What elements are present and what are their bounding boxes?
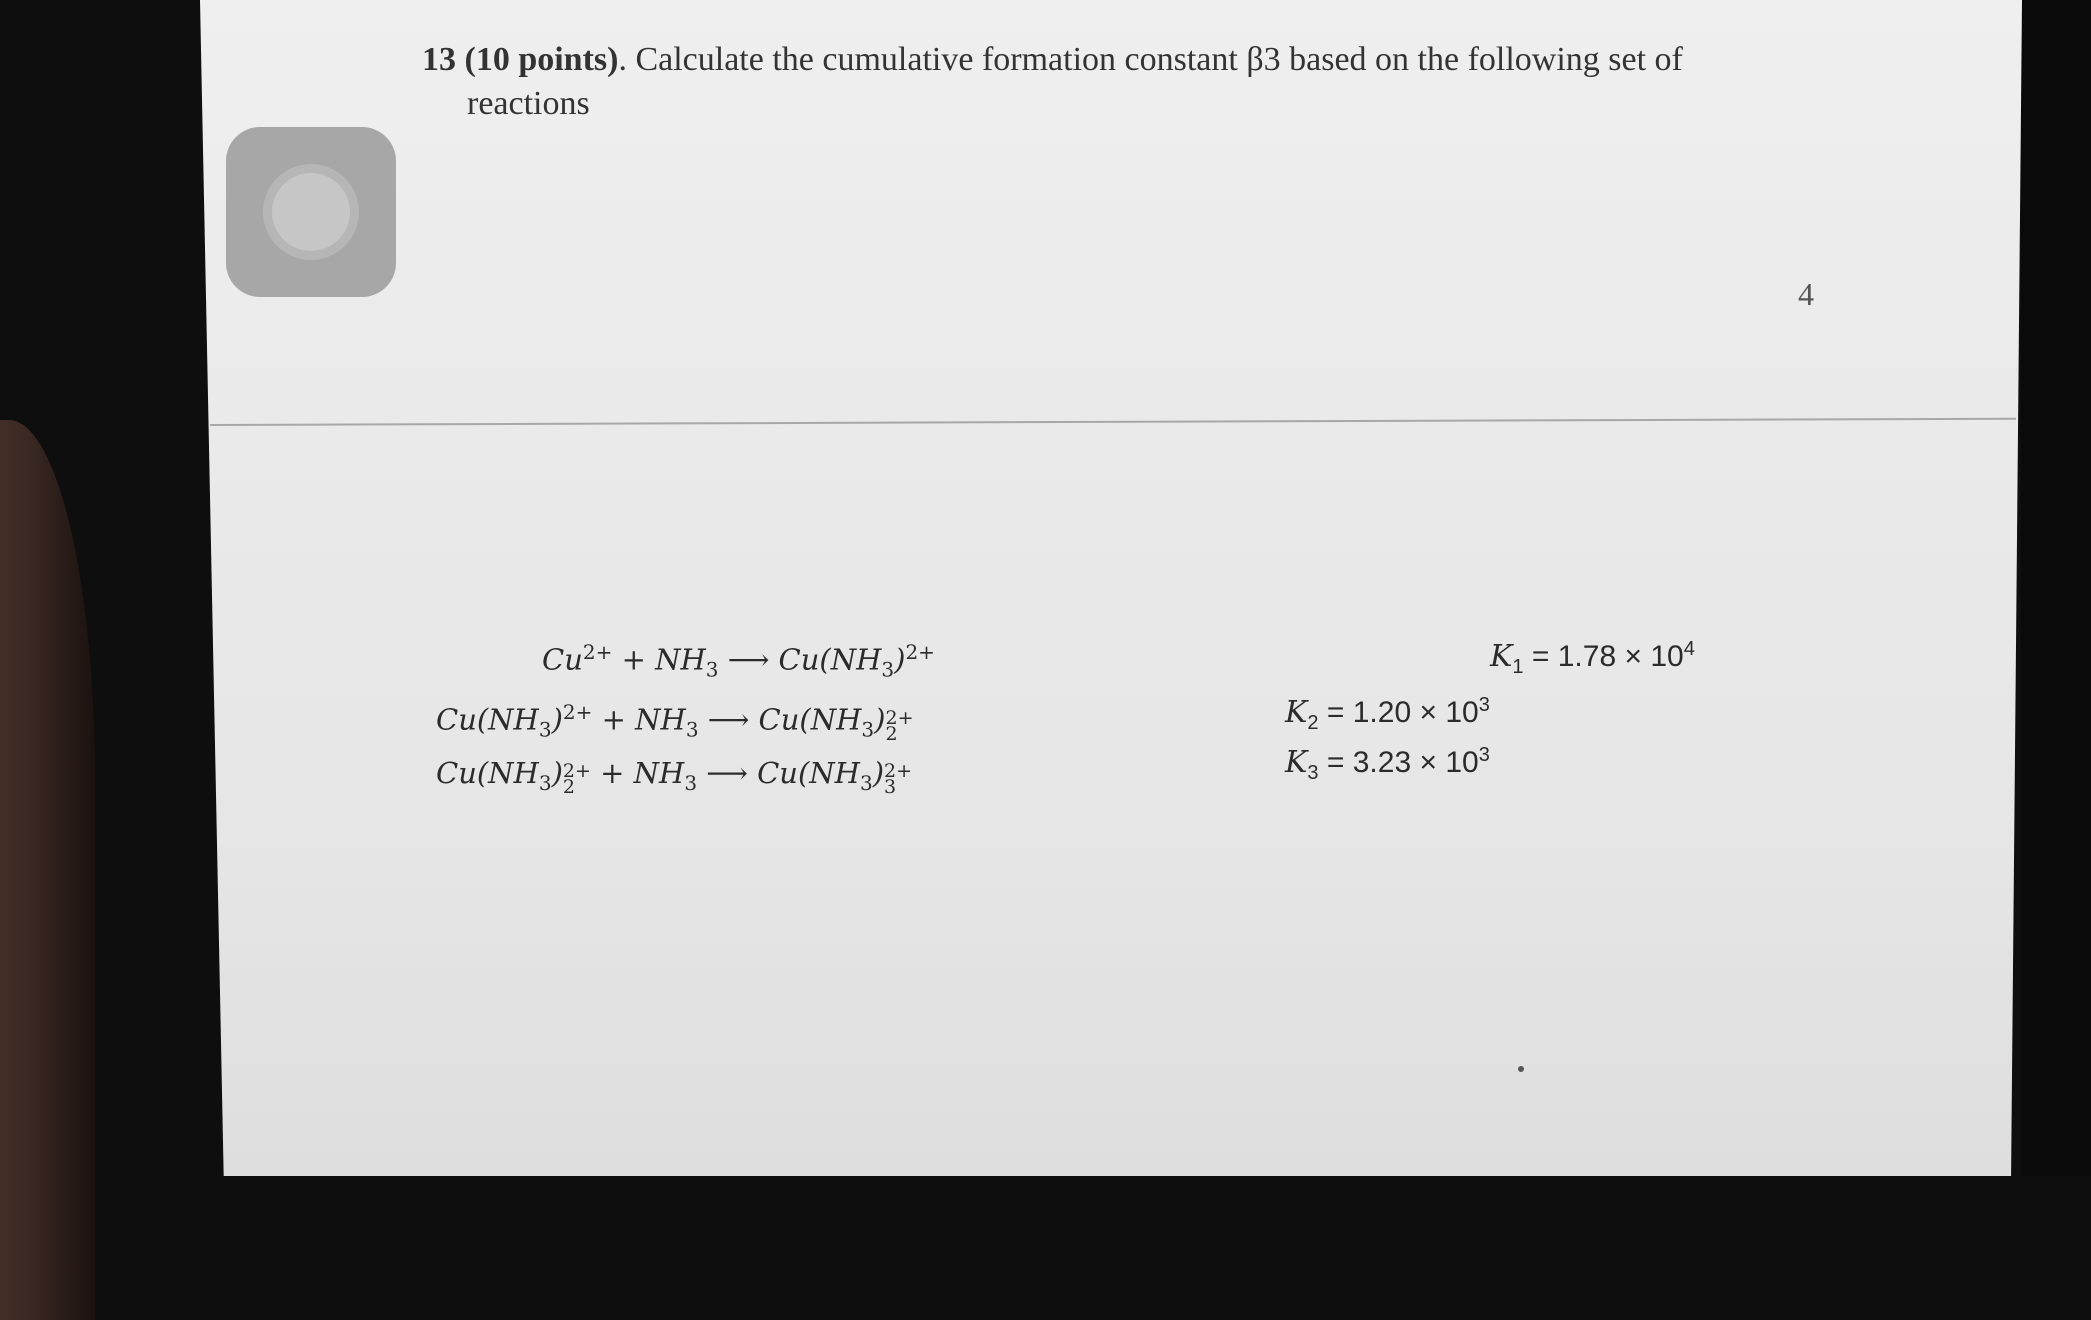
device-bezel [2021,0,2091,1176]
reaction-3: $Cu(NH_3)$ 2+ 2 + $NH_3$ ⟶ $Cu(NH_3)$ 2+ 3 [436,756,913,798]
question-number: 13 [422,41,456,78]
assistive-touch-button[interactable] [226,127,396,297]
constant-k2: $K_2 = 1.20 \times 10^3$ [1285,694,1490,734]
finger [0,420,95,1320]
constant-k3: $K_3 = 3.23 \times 10^3$ [1285,744,1490,784]
page-number: 4 [1798,276,1814,312]
assistive-touch-icon [272,173,350,251]
question-line-2: reactions [467,85,590,122]
question-line-1 [422,38,1812,82]
reaction-1: $Cu^{2+} + NH_3$ ⟶ $Cu(NH_3)^{2+}$ [542,640,935,682]
question-prompt [422,38,1812,126]
reaction-2: $Cu(NH_3)^{2+} + NH_3$ ⟶ $Cu(NH_3)$ 2+ 2 [436,700,914,745]
screen-speck [1518,1066,1524,1072]
tablet-screen [200,0,2022,1176]
question-text: . Calculate the cumulative formation constant β3 based on the following set of [618,41,1683,78]
question-points: (10 points) [464,41,619,78]
constant-k1: $K_1 = 1.78 \times 10^4$ [1490,638,1695,678]
